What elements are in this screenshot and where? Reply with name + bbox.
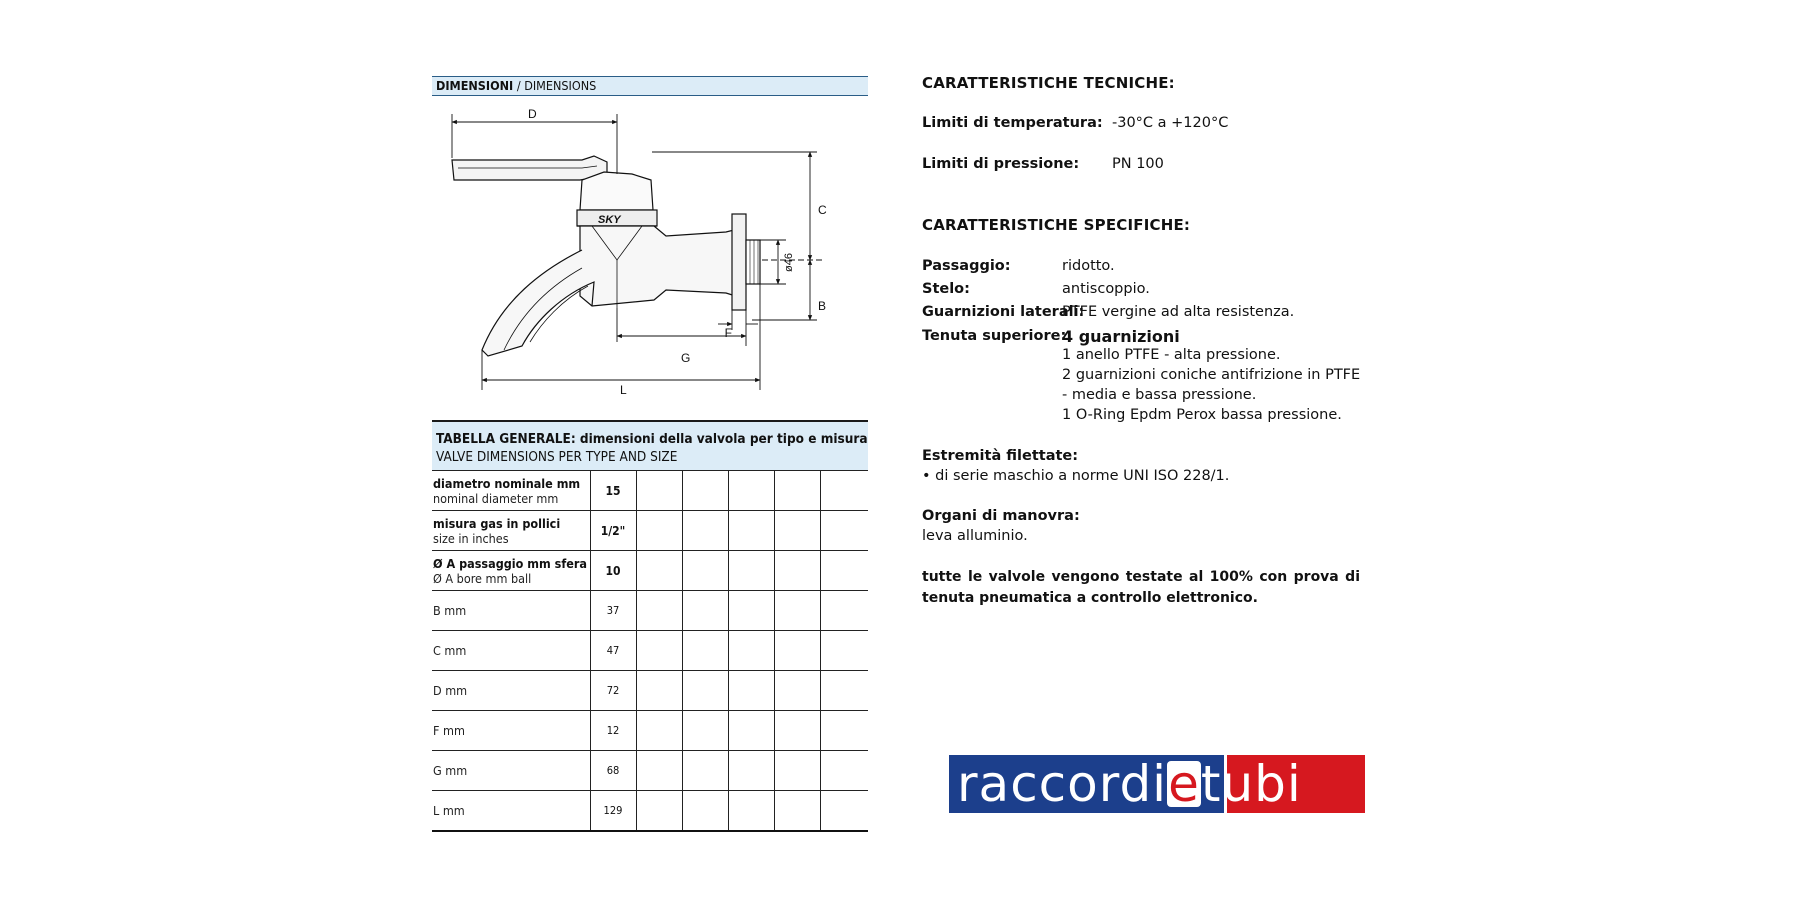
row-label (432, 551, 590, 591)
empty-cell (774, 631, 820, 671)
empty-cell (636, 751, 682, 791)
dim-label-diameter: ø46 (783, 253, 795, 272)
row-value: 10 (590, 551, 636, 591)
row-label (432, 751, 590, 791)
row-label-sub: nominal diameter mm (433, 490, 559, 506)
empty-cell (636, 711, 682, 751)
table-row (432, 791, 868, 831)
table-title-line1: TABELLA GENERALE: dimensioni della valvola per tipo e misura (436, 431, 868, 447)
empty-cell (728, 631, 774, 671)
empty-cell (774, 511, 820, 551)
brand-label: SKY (598, 214, 621, 226)
tenuta-line-3: - media e bassa pressione. (1062, 387, 1257, 403)
empty-cell (820, 511, 868, 551)
row-value: 1/2" (590, 511, 636, 551)
empty-cell (774, 671, 820, 711)
dim-label-f: F (724, 326, 732, 340)
logo-text (957, 757, 1357, 811)
dim-label-g: G (681, 351, 691, 365)
passaggio-label: Passaggio: (922, 258, 1011, 274)
empty-cell (820, 551, 868, 591)
table-row (432, 711, 868, 751)
row-label-sub: Ø A bore mm ball (433, 570, 532, 586)
valve-spout (482, 250, 594, 356)
row-label (432, 671, 590, 711)
table-row (432, 751, 868, 791)
table-row (432, 671, 868, 711)
guarnizioni-value: PTFE vergine ad alta resistenza. (1062, 304, 1295, 320)
row-label-sub: L mm (433, 802, 465, 818)
empty-cell (728, 471, 774, 511)
empty-cell (820, 711, 868, 751)
row-label (432, 711, 590, 751)
temperature-value: -30°C a +120°C (1112, 115, 1229, 131)
empty-cell (636, 631, 682, 671)
row-label-sub: size in inches (433, 530, 509, 546)
stelo-label: Stelo: (922, 281, 970, 297)
empty-cell (728, 791, 774, 831)
empty-cell (682, 511, 728, 551)
row-value: 68 (590, 751, 636, 791)
table-title-line2: VALVE DIMENSIONS PER TYPE AND SIZE (436, 449, 678, 465)
row-label (432, 631, 590, 671)
empty-cell (728, 751, 774, 791)
organi-label: Organi di manovra: (922, 508, 1080, 524)
spec-title: CARATTERISTICHE SPECIFICHE: (922, 216, 1191, 234)
table-row (432, 591, 868, 631)
testing-note: tutte le valvole vengono testate al 100% con prova di tenuta pneumatica a controllo elettronico. (922, 569, 1360, 606)
empty-cell (774, 551, 820, 591)
row-label-sub: B mm (433, 603, 467, 618)
dimensions-header-normal: DIMENSIONS (524, 78, 597, 93)
tenuta-head: 4 guarnizioni (1062, 327, 1180, 346)
empty-cell (636, 671, 682, 711)
row-label-sub: C mm (433, 643, 467, 658)
empty-cell (636, 791, 682, 831)
dim-label-d: D (528, 107, 537, 121)
logo-part-raccordi: raccordi (957, 755, 1168, 813)
empty-cell (682, 671, 728, 711)
row-label (432, 791, 590, 831)
tenuta-line-2: 2 guarnizioni coniche antifrizione in PTFE (1062, 367, 1361, 383)
dim-label-b: B (818, 299, 827, 313)
empty-cell (728, 591, 774, 631)
row-label (432, 591, 590, 631)
empty-cell (820, 471, 868, 511)
row-label-main: Ø A passaggio mm sfera (433, 555, 587, 571)
empty-cell (774, 591, 820, 631)
row-label (432, 511, 590, 551)
dimensions-header-separator: / (513, 78, 525, 93)
guarnizioni-label: Guarnizioni laterali: (922, 304, 1085, 320)
table-row (432, 631, 868, 671)
estremita-value: • di serie maschio a norme UNI ISO 228/1. (922, 468, 1230, 484)
valve-flange (732, 214, 746, 310)
empty-cell (774, 471, 820, 511)
organi-value: leva alluminio. (922, 528, 1028, 544)
empty-cell (820, 751, 868, 791)
row-value: 37 (590, 591, 636, 631)
logo-part-tubi: tubi (1200, 755, 1302, 813)
empty-cell (682, 751, 728, 791)
table-title (432, 420, 868, 470)
logo-part-e: e (1168, 755, 1200, 813)
empty-cell (636, 471, 682, 511)
table-row (432, 511, 868, 551)
dimensions-table (432, 470, 868, 832)
empty-cell (682, 631, 728, 671)
stelo-value: antiscoppio. (1062, 281, 1150, 297)
empty-cell (682, 711, 728, 751)
dim-label-l: L (620, 383, 627, 397)
row-value: 129 (590, 791, 636, 831)
row-label-main: diametro nominale mm (433, 475, 581, 491)
row-value: 15 (590, 471, 636, 511)
empty-cell (682, 791, 728, 831)
empty-cell (682, 551, 728, 591)
pressure-value: PN 100 (1112, 156, 1164, 172)
valve-bonnet (580, 172, 653, 210)
valve-body (580, 226, 742, 306)
raccordietubi-logo (949, 755, 1365, 813)
empty-cell (774, 791, 820, 831)
tech-title: CARATTERISTICHE TECNICHE: (922, 74, 1175, 92)
valve-technical-drawing (432, 100, 868, 400)
empty-cell (728, 511, 774, 551)
row-label-sub: D mm (433, 683, 468, 698)
estremita-label: Estremità filettate: (922, 448, 1079, 464)
row-label-sub: G mm (433, 763, 468, 778)
tenuta-line-1: 1 anello PTFE - alta pressione. (1062, 347, 1281, 363)
empty-cell (728, 551, 774, 591)
tenuta-line-4: 1 O-Ring Epdm Perox bassa pressione. (1062, 407, 1342, 423)
empty-cell (774, 711, 820, 751)
tenuta-label: Tenuta superiore: (922, 328, 1067, 344)
table-row (432, 471, 868, 511)
empty-cell (636, 551, 682, 591)
passaggio-value: ridotto. (1062, 258, 1115, 274)
row-label-main: misura gas in pollici (433, 515, 561, 531)
empty-cell (636, 511, 682, 551)
empty-cell (682, 471, 728, 511)
row-value: 72 (590, 671, 636, 711)
empty-cell (636, 591, 682, 631)
row-label (432, 471, 590, 511)
empty-cell (682, 591, 728, 631)
row-label-sub: F mm (433, 723, 465, 738)
temperature-label: Limiti di temperatura: (922, 115, 1103, 131)
dimensions-table-body (432, 471, 868, 831)
empty-cell (820, 631, 868, 671)
empty-cell (774, 751, 820, 791)
empty-cell (820, 791, 868, 831)
row-value: 47 (590, 631, 636, 671)
empty-cell (820, 591, 868, 631)
dimensions-header (432, 76, 868, 96)
empty-cell (728, 711, 774, 751)
row-value: 12 (590, 711, 636, 751)
dim-label-c: C (818, 203, 827, 217)
table-row (432, 551, 868, 591)
empty-cell (820, 671, 868, 711)
pressure-label: Limiti di pressione: (922, 156, 1080, 172)
empty-cell (728, 671, 774, 711)
dimensions-header-bold: DIMENSIONI (436, 78, 514, 93)
